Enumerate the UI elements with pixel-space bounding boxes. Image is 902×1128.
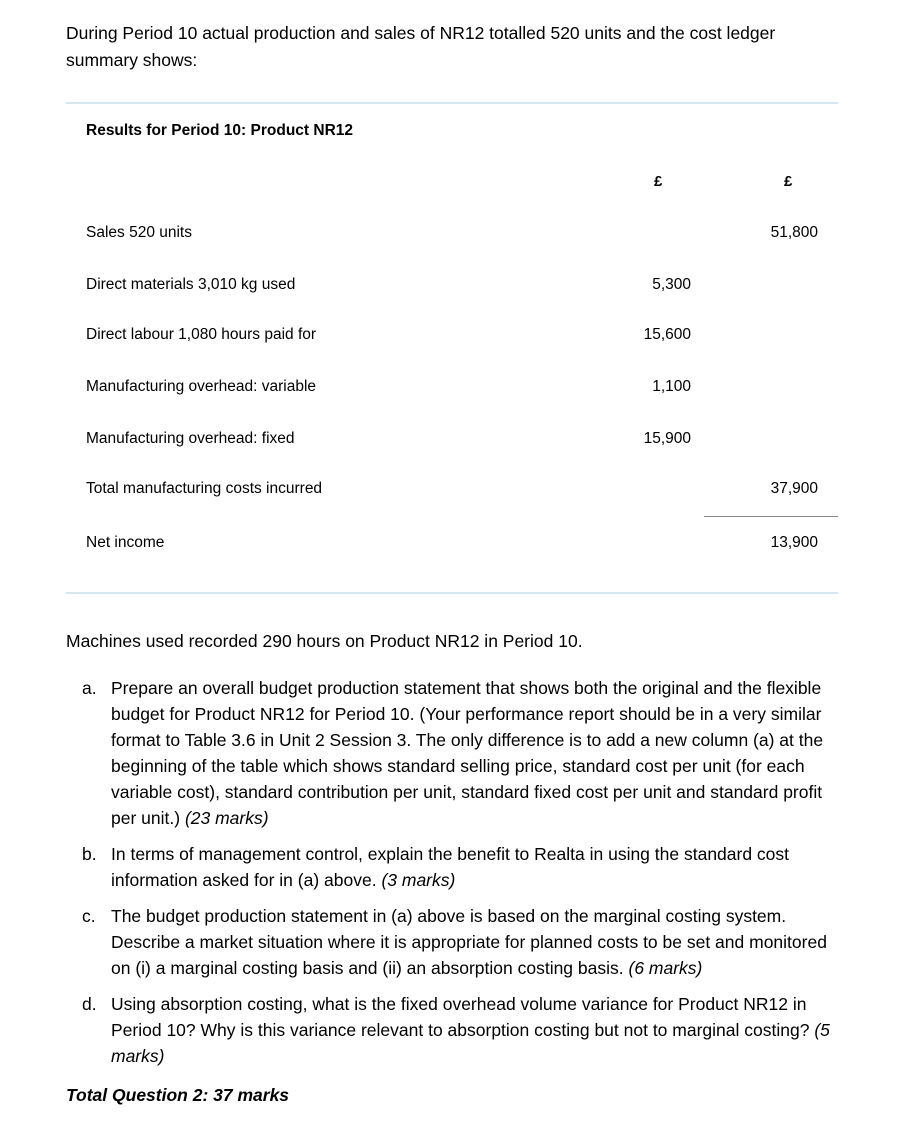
row-value-col1: 1,100 (652, 378, 691, 395)
table-row-net-income (66, 534, 838, 556)
table-row-direct-labour (66, 326, 838, 348)
question-b (82, 841, 842, 893)
table-row-direct-materials (66, 276, 838, 298)
question-a (82, 675, 842, 831)
row-value-col2: 51,800 (770, 224, 818, 241)
table-row-sales (66, 224, 838, 246)
row-label: Manufacturing overhead: fixed (86, 430, 295, 447)
row-value-col2: 13,900 (770, 534, 818, 551)
row-value-col1: 5,300 (652, 276, 691, 293)
machines-paragraph: Machines used recorded 290 hours on Product NR12 in Period 10. (66, 631, 583, 651)
table-row-overhead-variable (66, 378, 838, 400)
total-question-marks: Total Question 2: 37 marks (66, 1085, 290, 1105)
table-row-total-costs (66, 480, 838, 502)
row-label: Total manufacturing costs incurred (86, 480, 323, 497)
intro-paragraph: During Period 10 actual production and sales of NR12 totalled 520 units and the cost ledger summary shows: (66, 23, 776, 70)
row-value-col1: 15,900 (643, 430, 691, 447)
question-text: Prepare an overall budget production statement that shows both the original and the flexible budget for Product NR12 for Period 10. (Your performance report should be in a very similar format to Table 3.6 in Unit 2 Session 3. The only difference is to add a new column (a) at the beginning of the table which shows standard selling price, standard cost per unit (for each variable cost), standard contribution per unit, standard fixed cost per unit and standard profit per unit.) (111, 678, 824, 828)
row-label: Direct materials 3,010 kg used (86, 276, 296, 293)
question-c (82, 903, 842, 981)
question-d (82, 991, 842, 1069)
question-marker: b. (82, 844, 97, 864)
row-label: Net income (86, 534, 165, 551)
row-label: Manufacturing overhead: variable (86, 378, 317, 395)
question-text: Using absorption costing, what is the fixed overhead volume variance for Product NR12 in Period 10? Why is this variance relevant to absorption costing but not to marginal costing? (111, 994, 810, 1040)
column-header-1: £ (654, 173, 663, 190)
question-marks: (5 marks) (111, 1020, 830, 1066)
question-text: In terms of management control, explain the benefit to Realta in using the standard cost information asked for in (a) above. (111, 844, 790, 890)
row-label: Sales 520 units (86, 224, 192, 241)
question-marker: d. (82, 994, 97, 1014)
results-table (66, 102, 838, 594)
row-label: Direct labour 1,080 hours paid for (86, 326, 317, 343)
question-marker: c. (82, 906, 96, 926)
question-marks: (6 marks) (628, 958, 703, 978)
table-row-overhead-fixed (66, 430, 838, 452)
question-text: The budget production statement in (a) above is based on the marginal costing system. Describe a market situation where it is appropriate for planned costs to be set and monitored on (i) a marginal costing basis and (ii) an absorption costing basis. (111, 906, 827, 978)
question-marker: a. (82, 678, 97, 698)
question-list (82, 675, 842, 1079)
question-marks: (23 marks) (184, 808, 269, 828)
total-rule-divider (704, 516, 838, 517)
row-value-col2: 37,900 (770, 480, 818, 497)
column-header-2: £ (784, 173, 793, 190)
row-value-col1: 15,600 (643, 326, 691, 343)
table-title: Results for Period 10: Product NR12 (86, 122, 354, 139)
question-marks: (3 marks) (381, 870, 456, 890)
